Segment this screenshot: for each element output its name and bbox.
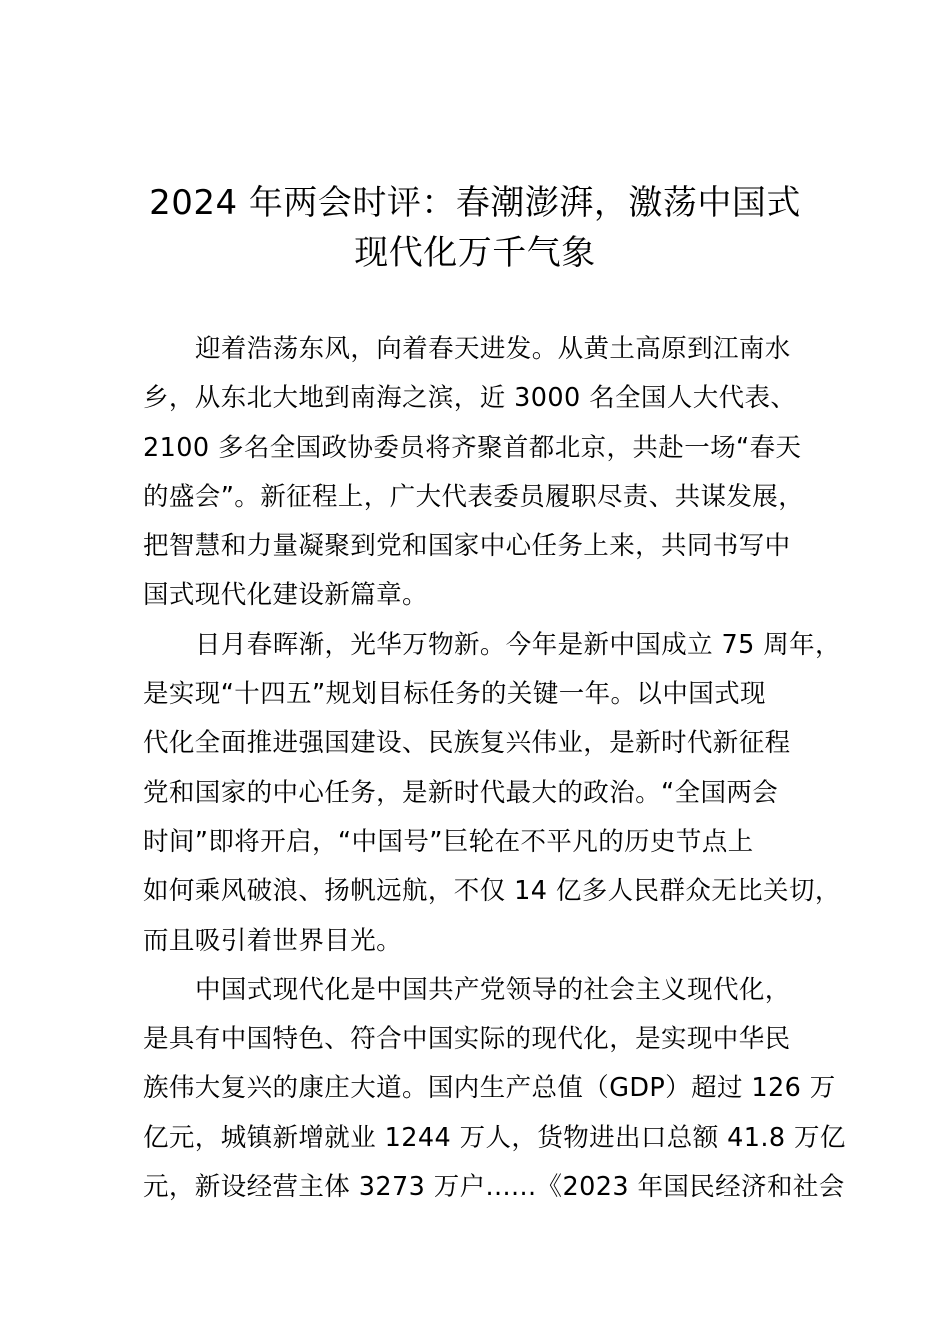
text-line: 迎着浩荡东风，向着春天进发。从黄土高原到江南水 xyxy=(195,334,791,364)
text-line: 如何乘风破浪、扬帆远航，不仅 14 亿多人民群众无比关切， xyxy=(143,876,841,907)
text-line: 国式现代化建设新篇章。 xyxy=(143,580,428,611)
text-line: 而且吸引着世界目光。 xyxy=(143,925,403,956)
text-line: 是实现“十四五”规划目标任务的关键一年。以中国式现 xyxy=(143,679,766,710)
paragraph-3 xyxy=(143,966,846,1212)
paragraph-2 xyxy=(143,621,841,966)
title-line: 现代化万千气象 xyxy=(354,233,596,273)
text-line: 2100 多名全国政协委员将齐聚首都北京，共赴一场“春天 xyxy=(143,432,802,463)
text-line: 中国式现代化是中国共产党领导的社会主义现代化， xyxy=(195,974,791,1005)
article-body xyxy=(143,325,846,1212)
text-line: 亿元，城镇新增就业 1244 万人，货物进出口总额 41.8 万亿 xyxy=(143,1122,846,1153)
text-line: 日月春晖渐，光华万物新。今年是新中国成立 75 周年， xyxy=(195,629,841,660)
text-line: 时间”即将开启，“中国号”巨轮在不平凡的历史节点上 xyxy=(143,826,754,857)
text-line: 党和国家的中心任务，是新时代最大的政治。“全国两会 xyxy=(143,777,779,808)
paragraph-1 xyxy=(143,325,823,621)
text-line: 是具有中国特色、符合中国实际的现代化，是实现中华民 xyxy=(143,1024,791,1055)
title-line: 2024 年两会时评：春潮澎湃，激荡中国式 xyxy=(149,183,801,223)
text-line: 乡，从东北大地到南海之滨，近 3000 名全国人大代表、 xyxy=(143,383,797,414)
text-line: 族伟大复兴的康庄大道。国内生产总值（GDP）超过 126 万 xyxy=(143,1073,836,1104)
text-line: 把智慧和力量凝聚到党和国家中心任务上来，共同书写中 xyxy=(143,531,791,562)
text-line: 的盛会”。新征程上，广大代表委员履职尽责、共谋发展， xyxy=(143,481,805,512)
text-line: 代化全面推进强国建设、民族复兴伟业，是新时代新征程 xyxy=(143,728,791,759)
article-title xyxy=(120,178,830,278)
text-line: 元，新设经营主体 3273 万户......《2023 年国民经济和社会 xyxy=(143,1172,845,1203)
